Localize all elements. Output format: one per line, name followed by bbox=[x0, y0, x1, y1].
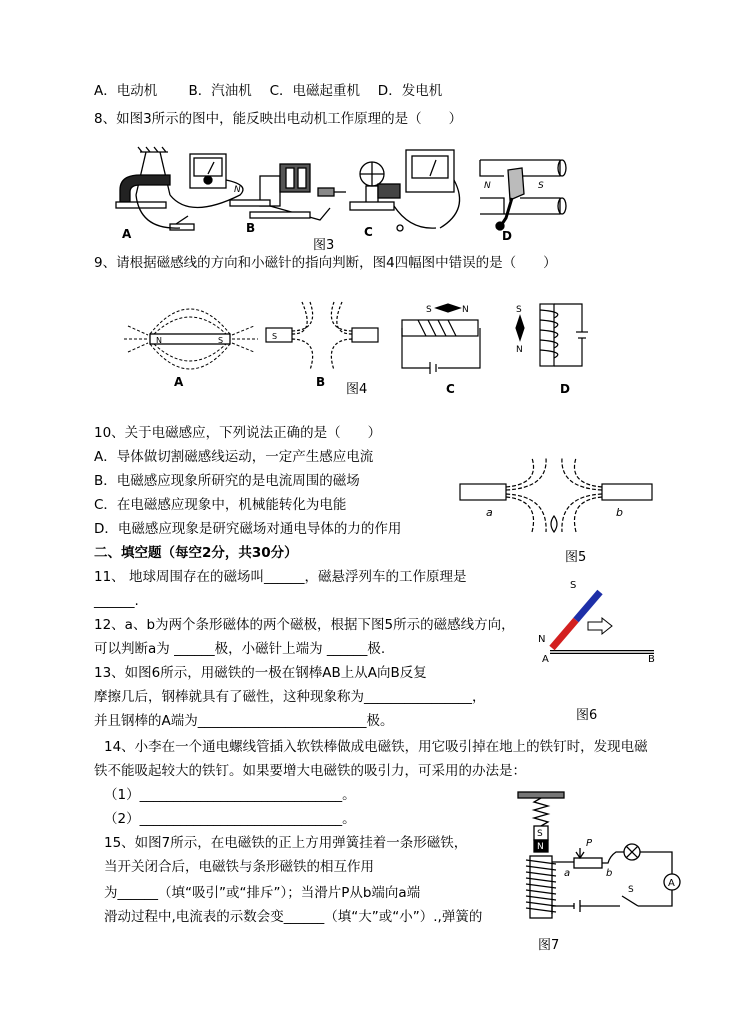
q12-line2: 可以判断a为 ______极，小磁针上端为 ______极. bbox=[94, 641, 386, 657]
fig3-b-n-label: N bbox=[234, 185, 241, 195]
figure-4 bbox=[120, 290, 600, 400]
fig4-b-s-label: S bbox=[272, 332, 278, 341]
q10-option-b: B．电磁感应现象所研究的是电流周围的磁场 bbox=[94, 473, 360, 489]
fig4-c-s-label: S bbox=[426, 305, 432, 315]
fig4-d-s-label: S bbox=[516, 305, 522, 315]
figure-7 bbox=[510, 786, 690, 926]
fig7-ceiling bbox=[518, 792, 564, 798]
q15-line2: 当开关闭合后，电磁铁与条形磁铁的相互作用 bbox=[104, 859, 374, 875]
section-2-heading: 二、填空题（每空2分，共30分） bbox=[94, 545, 298, 561]
fig6-label-a: A bbox=[542, 654, 549, 665]
fig3-c-apparatus bbox=[350, 150, 460, 231]
q14-line1: 14、小李在一个通电螺线管插入软铁棒做成电磁铁，用它吸引掉在地上的铁钉时，发现电磁 bbox=[104, 739, 648, 755]
fig3-a-apparatus bbox=[116, 147, 243, 230]
q9-stem: 9、请根据磁感线的方向和小磁针的指向判断，图4四幅图中错误的是（ ） bbox=[94, 255, 557, 271]
fig3-d-apparatus bbox=[480, 160, 566, 230]
fig7-label-p: P bbox=[586, 838, 593, 849]
fig3-b-apparatus bbox=[230, 164, 346, 220]
fig4-label-d: D bbox=[560, 382, 570, 396]
q15-line1: 15、如图7所示，在电磁铁的正上方用弹簧挂着一条形磁铁， bbox=[104, 835, 468, 851]
figure-5 bbox=[456, 454, 656, 538]
fig4-a-n-label: N bbox=[156, 336, 162, 345]
fig3-caption: 图3 bbox=[313, 238, 335, 253]
fig4-a-bar-magnet bbox=[124, 309, 258, 369]
fig3-label-b: B bbox=[246, 221, 256, 235]
fig4-d-coil bbox=[516, 304, 588, 366]
fig3-d-n-label: N bbox=[484, 181, 491, 191]
fig6-label-n: N bbox=[538, 634, 546, 645]
fig5-field-lines bbox=[506, 458, 602, 532]
fig7-caption: 图7 bbox=[538, 938, 560, 953]
fig3-label-c: C bbox=[364, 225, 373, 239]
fig4-b-poles bbox=[266, 302, 378, 370]
fig5-caption: 图5 bbox=[565, 550, 587, 565]
fig6-arrow bbox=[588, 618, 612, 634]
fig5-magnet-b bbox=[602, 484, 652, 500]
fig6-magnet bbox=[552, 592, 600, 648]
fig7-label-n: N bbox=[537, 842, 544, 852]
q7-options: A．电动机 B．汽油机 C．电磁起重机 D．发电机 bbox=[94, 83, 443, 99]
q12-line1: 12、a、b为两个条形磁体的两个磁极，根据下图5所示的磁感线方向， bbox=[94, 617, 515, 633]
fig7-label-b: b bbox=[606, 868, 613, 879]
q14-item2: （2）______________________________。 bbox=[104, 811, 356, 827]
fig5-magnet-a bbox=[460, 484, 506, 500]
fig3-label-d: D bbox=[502, 229, 512, 243]
q13-line3: 并且钢棒的A端为_________________________极。 bbox=[94, 713, 394, 729]
q10-option-a: A．导体做切割磁感线运动，一定产生感应电流 bbox=[94, 449, 374, 465]
fig4-label-a: A bbox=[174, 375, 184, 389]
fig4-label-c: C bbox=[446, 382, 455, 396]
figure-6 bbox=[536, 574, 666, 666]
q13-line2: 摩擦几后，钢棒就具有了磁性，这种现象称为________________， bbox=[94, 689, 486, 705]
fig5-label-a: a bbox=[486, 506, 493, 519]
q10-option-d: D．电磁感应现象是研究磁场对通电导体的力的作用 bbox=[94, 521, 402, 537]
q11-line2: ______. bbox=[94, 593, 139, 609]
fig6-label-b: B bbox=[648, 654, 655, 665]
fig4-a-s-label: S bbox=[218, 336, 224, 345]
q15-line3: 为______（填“吸引”或“排斥”）；当滑片P从b端向a端 bbox=[104, 885, 421, 901]
fig4-label-b: B bbox=[316, 375, 326, 389]
fig7-label-switch: S bbox=[628, 885, 634, 895]
fig7-spring bbox=[534, 798, 548, 826]
q10-option-c: C．在电磁感应现象中，机械能转化为电能 bbox=[94, 497, 347, 513]
fig7-label-s: S bbox=[537, 829, 543, 839]
fig3-d-s-label: S bbox=[538, 181, 544, 191]
fig7-switch bbox=[622, 896, 638, 906]
fig6-caption: 图6 bbox=[576, 708, 598, 723]
fig5-label-b: b bbox=[616, 506, 623, 519]
fig7-label-ammeter: A bbox=[668, 878, 675, 889]
fig4-d-n-label: N bbox=[516, 345, 523, 355]
fig4-caption: 图4 bbox=[346, 382, 368, 397]
fig6-label-s: S bbox=[570, 580, 577, 591]
q10-stem: 10、关于电磁感应，下列说法正确的是（ ） bbox=[94, 425, 382, 441]
fig3-label-a: A bbox=[122, 227, 132, 241]
q14-item1: （1）______________________________。 bbox=[104, 787, 356, 803]
q13-line1: 13、如图6所示，用磁铁的一极在钢棒AB上从A向B反复 bbox=[94, 665, 427, 681]
fig4-c-n-label: N bbox=[462, 305, 469, 315]
q11-line1: 11、 地球周围存在的磁场叫______，磁悬浮列车的工作原理是 bbox=[94, 569, 467, 585]
fig5-compass bbox=[551, 516, 557, 532]
figure-3 bbox=[110, 140, 570, 250]
q14-line2: 铁不能吸起较大的铁钉。如果要增大电磁铁的吸引力，可采用的办法是： bbox=[94, 763, 526, 779]
fig7-rheostat bbox=[574, 858, 602, 868]
fig7-label-a: a bbox=[564, 868, 571, 879]
q8-stem: 8、如图3所示的图中，能反映出电动机工作原理的是（ ） bbox=[94, 111, 463, 127]
q15-line4: 滑动过程中,电流表的示数会变______（填“大”或“小”）.,弹簧的 bbox=[104, 909, 483, 925]
